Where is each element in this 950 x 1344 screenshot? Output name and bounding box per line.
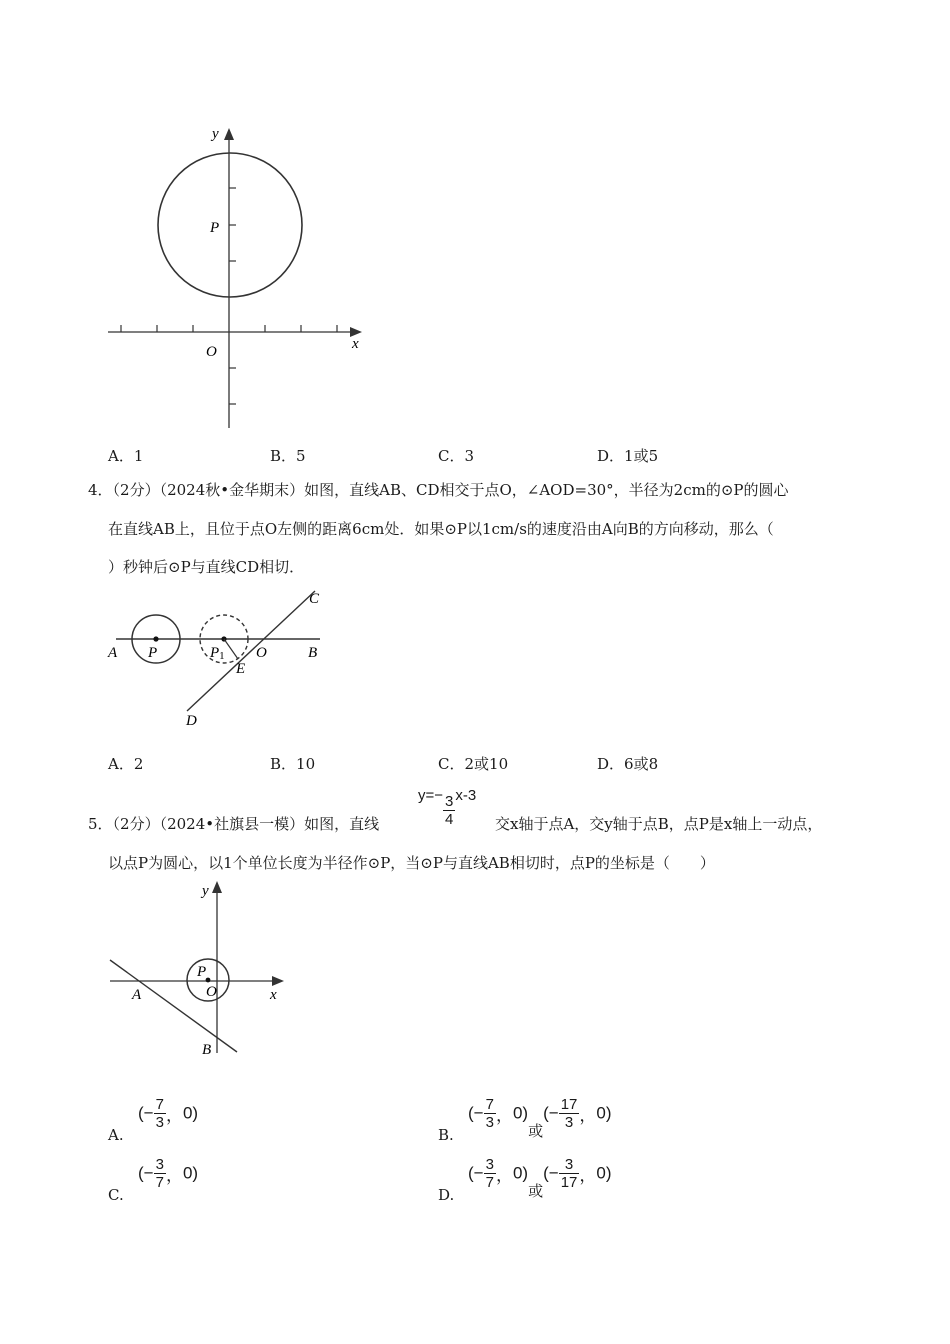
q5-option-b-or: 或 xyxy=(528,1122,544,1140)
q5-option-d-den-1: 7 xyxy=(485,1174,494,1191)
q5-option-d-rparen-2: ) xyxy=(605,1163,612,1183)
q5-option-a-comma: ， xyxy=(165,1106,183,1125)
q5-option-a[interactable] xyxy=(108,1128,124,1143)
q5-point-p xyxy=(206,978,211,983)
q4-label-p1-sub: 1 xyxy=(219,650,225,662)
q5-option-b-lparen-2: ( xyxy=(543,1103,549,1123)
q5-option-a-fraction xyxy=(154,1096,166,1131)
q5-option-a-lparen: ( xyxy=(138,1103,144,1123)
q5-label-b: B xyxy=(202,1042,212,1058)
q3-x-label: x xyxy=(352,336,359,352)
q5-option-a-zero: 0 xyxy=(182,1103,193,1123)
q4-option-b[interactable] xyxy=(270,757,315,772)
q5-option-c-value xyxy=(138,1156,198,1191)
q3-option-d[interactable] xyxy=(597,449,658,464)
q4-label-c: C xyxy=(309,591,320,607)
q5-option-c-comma: ， xyxy=(165,1166,183,1185)
q5-option-c-sign: − xyxy=(143,1163,154,1183)
q3-option-c-letter: C． xyxy=(438,447,465,465)
q4-label-d: D xyxy=(186,713,197,729)
q3-origin-label: O xyxy=(206,344,217,360)
q4-point-p xyxy=(153,636,158,641)
q5-line-ab xyxy=(110,960,237,1052)
q5-equation xyxy=(418,787,477,828)
q4-line-2: 在直线AB上，且位于点O左侧的距离6cm处．如果⊙P以1cm/s的速度沿由A向B的方向移动，那么（ xyxy=(108,520,774,538)
q5-option-b-lparen-1: ( xyxy=(468,1103,474,1123)
q5-option-b-sign-2: − xyxy=(548,1103,559,1123)
q5-option-b-fraction-1 xyxy=(484,1096,496,1131)
q3-option-a-letter: A． xyxy=(108,447,134,465)
q5-option-c-letter: C. xyxy=(108,1186,124,1204)
q4-line-3: ）秒钟后⊙P与直线CD相切． xyxy=(108,558,305,576)
q5-option-b-value xyxy=(468,1096,612,1140)
q3-y-arrow xyxy=(224,128,234,140)
q4-option-c-letter: C． xyxy=(438,755,465,773)
q5-option-d-num-1: 3 xyxy=(485,1156,494,1173)
q5-figure xyxy=(100,875,300,1065)
q5-option-c-zero: 0 xyxy=(182,1163,193,1183)
q4-label-e: E xyxy=(236,661,246,677)
q5-option-b-comma-1: ， xyxy=(495,1106,513,1125)
q5-option-c-lparen: ( xyxy=(138,1163,144,1183)
q4-label-o: O xyxy=(256,645,267,661)
q5-option-d-lparen-2: ( xyxy=(543,1163,549,1183)
q5-eq-tail: x-3 xyxy=(455,787,477,804)
q5-option-d-sign-1: − xyxy=(473,1163,484,1183)
q4-option-a-letter: A． xyxy=(108,755,134,773)
q4-option-a[interactable] xyxy=(108,757,143,772)
q5-eq-den: 4 xyxy=(445,811,454,828)
q3-y-ticks xyxy=(229,188,236,404)
q5-y-arrow xyxy=(212,881,222,893)
q5-option-c-num: 3 xyxy=(155,1156,164,1173)
q5-option-a-letter: A. xyxy=(108,1126,124,1144)
q4-number: 4． xyxy=(88,481,113,499)
q5-intro: （2分）（2024•社旗县一模）如图，直线 xyxy=(112,815,380,833)
q4-label-a: A xyxy=(108,645,118,661)
q4-label-p1-main: P xyxy=(210,645,220,661)
q5-label-o: O xyxy=(206,984,217,1000)
q5-option-b-comma-2: ， xyxy=(579,1106,597,1125)
q3-option-b-value: 5 xyxy=(296,447,306,465)
q3-option-c-value: 3 xyxy=(464,447,475,465)
q3-center-label: P xyxy=(210,220,220,236)
q5-after-eq: 交x轴于点A，交y轴于点B，点P是x轴上一动点， xyxy=(495,815,823,833)
q5-eq-num: 3 xyxy=(445,793,454,810)
q4-line-cd xyxy=(187,591,318,711)
q5-option-b-rparen-1: ) xyxy=(522,1103,529,1123)
q3-option-a-value: 1 xyxy=(133,447,144,465)
q4-label-b: B xyxy=(308,645,318,661)
q5-line-2: 以点P为圆心，以1个单位长度为半径作⊙P，当⊙P与直线AB相切时，点P的坐标是（ ） xyxy=(108,854,715,872)
q5-option-d-comma-1: ， xyxy=(495,1166,513,1185)
q5-option-b-den-2: 3 xyxy=(564,1114,574,1131)
q5-option-b-num-1: 7 xyxy=(485,1096,494,1113)
q5-label-a: A xyxy=(132,987,142,1003)
q4-text-line-1: （2分）（2024秋•金华期末）如图，直线AB、CD相交于点O，∠AOD=30°，半径为2cm的⊙P的圆心 xyxy=(112,481,789,499)
q4-option-c-value: 2或10 xyxy=(464,755,509,773)
q5-option-d[interactable] xyxy=(438,1188,454,1203)
q5-option-b-den-1: 3 xyxy=(485,1114,494,1131)
q5-option-d-rparen-1: ) xyxy=(522,1163,529,1183)
q3-figure xyxy=(100,120,380,440)
q5-option-b-zero-1: 0 xyxy=(512,1103,523,1123)
q5-option-c-rparen: ) xyxy=(192,1163,199,1183)
q3-option-c[interactable] xyxy=(438,449,474,464)
q5-eq-y: y= xyxy=(418,787,435,804)
q5-x-label: x xyxy=(270,987,277,1003)
q5-y-label: y xyxy=(202,883,209,899)
q4-option-d[interactable] xyxy=(597,757,658,772)
q5-label-p: P xyxy=(197,964,207,980)
q5-option-a-rparen: ) xyxy=(192,1103,199,1123)
q5-number: 5． xyxy=(88,815,113,833)
q5-option-b-rparen-2: ) xyxy=(605,1103,612,1123)
q4-option-a-value: 2 xyxy=(133,755,144,773)
q5-eq-minus: − xyxy=(434,787,444,804)
q5-option-b-zero-2: 0 xyxy=(596,1103,606,1123)
q4-segment-p1e xyxy=(224,639,238,659)
q5-option-d-num-2: 3 xyxy=(559,1156,580,1174)
q5-option-c-den: 7 xyxy=(155,1174,164,1191)
q5-option-d-den-2: 17 xyxy=(560,1174,578,1191)
q5-option-a-den: 3 xyxy=(155,1114,164,1131)
q4-option-d-letter: D． xyxy=(597,755,625,773)
q5-option-c[interactable] xyxy=(108,1188,124,1203)
q5-option-d-sign-2: − xyxy=(548,1163,559,1183)
q3-option-a[interactable] xyxy=(108,449,143,464)
q4-option-b-letter: B． xyxy=(270,755,297,773)
q5-line-1-start xyxy=(88,817,379,832)
q4-label-p1 xyxy=(209,645,225,662)
q5-option-b-fraction-2 xyxy=(559,1096,580,1131)
q5-option-d-value xyxy=(468,1156,612,1200)
q5-x-arrow xyxy=(272,976,284,986)
q4-figure xyxy=(100,585,340,730)
q5-option-a-value xyxy=(138,1096,198,1131)
q3-y-label: y xyxy=(212,126,219,142)
q5-option-d-or: 或 xyxy=(528,1182,544,1200)
q3-option-d-letter: D． xyxy=(597,447,625,465)
q5-option-b-sign-1: − xyxy=(473,1103,484,1123)
q4-option-c[interactable] xyxy=(438,757,508,772)
q5-option-d-zero-2: 0 xyxy=(596,1163,606,1183)
q5-eq-fraction xyxy=(443,793,455,828)
q4-option-d-value: 6或8 xyxy=(624,755,659,773)
q5-option-a-sign: − xyxy=(143,1103,154,1123)
q5-option-d-letter: D. xyxy=(438,1186,455,1204)
q4-option-b-value: 10 xyxy=(296,755,316,773)
q5-option-a-num: 7 xyxy=(155,1096,164,1113)
q3-option-d-value: 1或5 xyxy=(624,447,659,465)
q5-option-d-lparen-1: ( xyxy=(468,1163,474,1183)
q5-option-b-letter: B. xyxy=(438,1126,454,1144)
q5-option-b-num-2: 17 xyxy=(560,1096,578,1113)
q5-option-d-fraction-2 xyxy=(559,1156,580,1191)
q5-option-d-comma-2: ， xyxy=(579,1166,597,1185)
q3-option-b[interactable] xyxy=(270,449,306,464)
q4-label-p: P xyxy=(148,645,158,661)
q5-option-b[interactable] xyxy=(438,1128,454,1143)
q4-line-1 xyxy=(88,483,788,498)
q5-option-d-zero-1: 0 xyxy=(512,1163,523,1183)
q5-option-d-fraction-1 xyxy=(484,1156,496,1191)
q3-option-b-letter: B． xyxy=(270,447,297,465)
q5-option-c-fraction xyxy=(154,1156,166,1191)
